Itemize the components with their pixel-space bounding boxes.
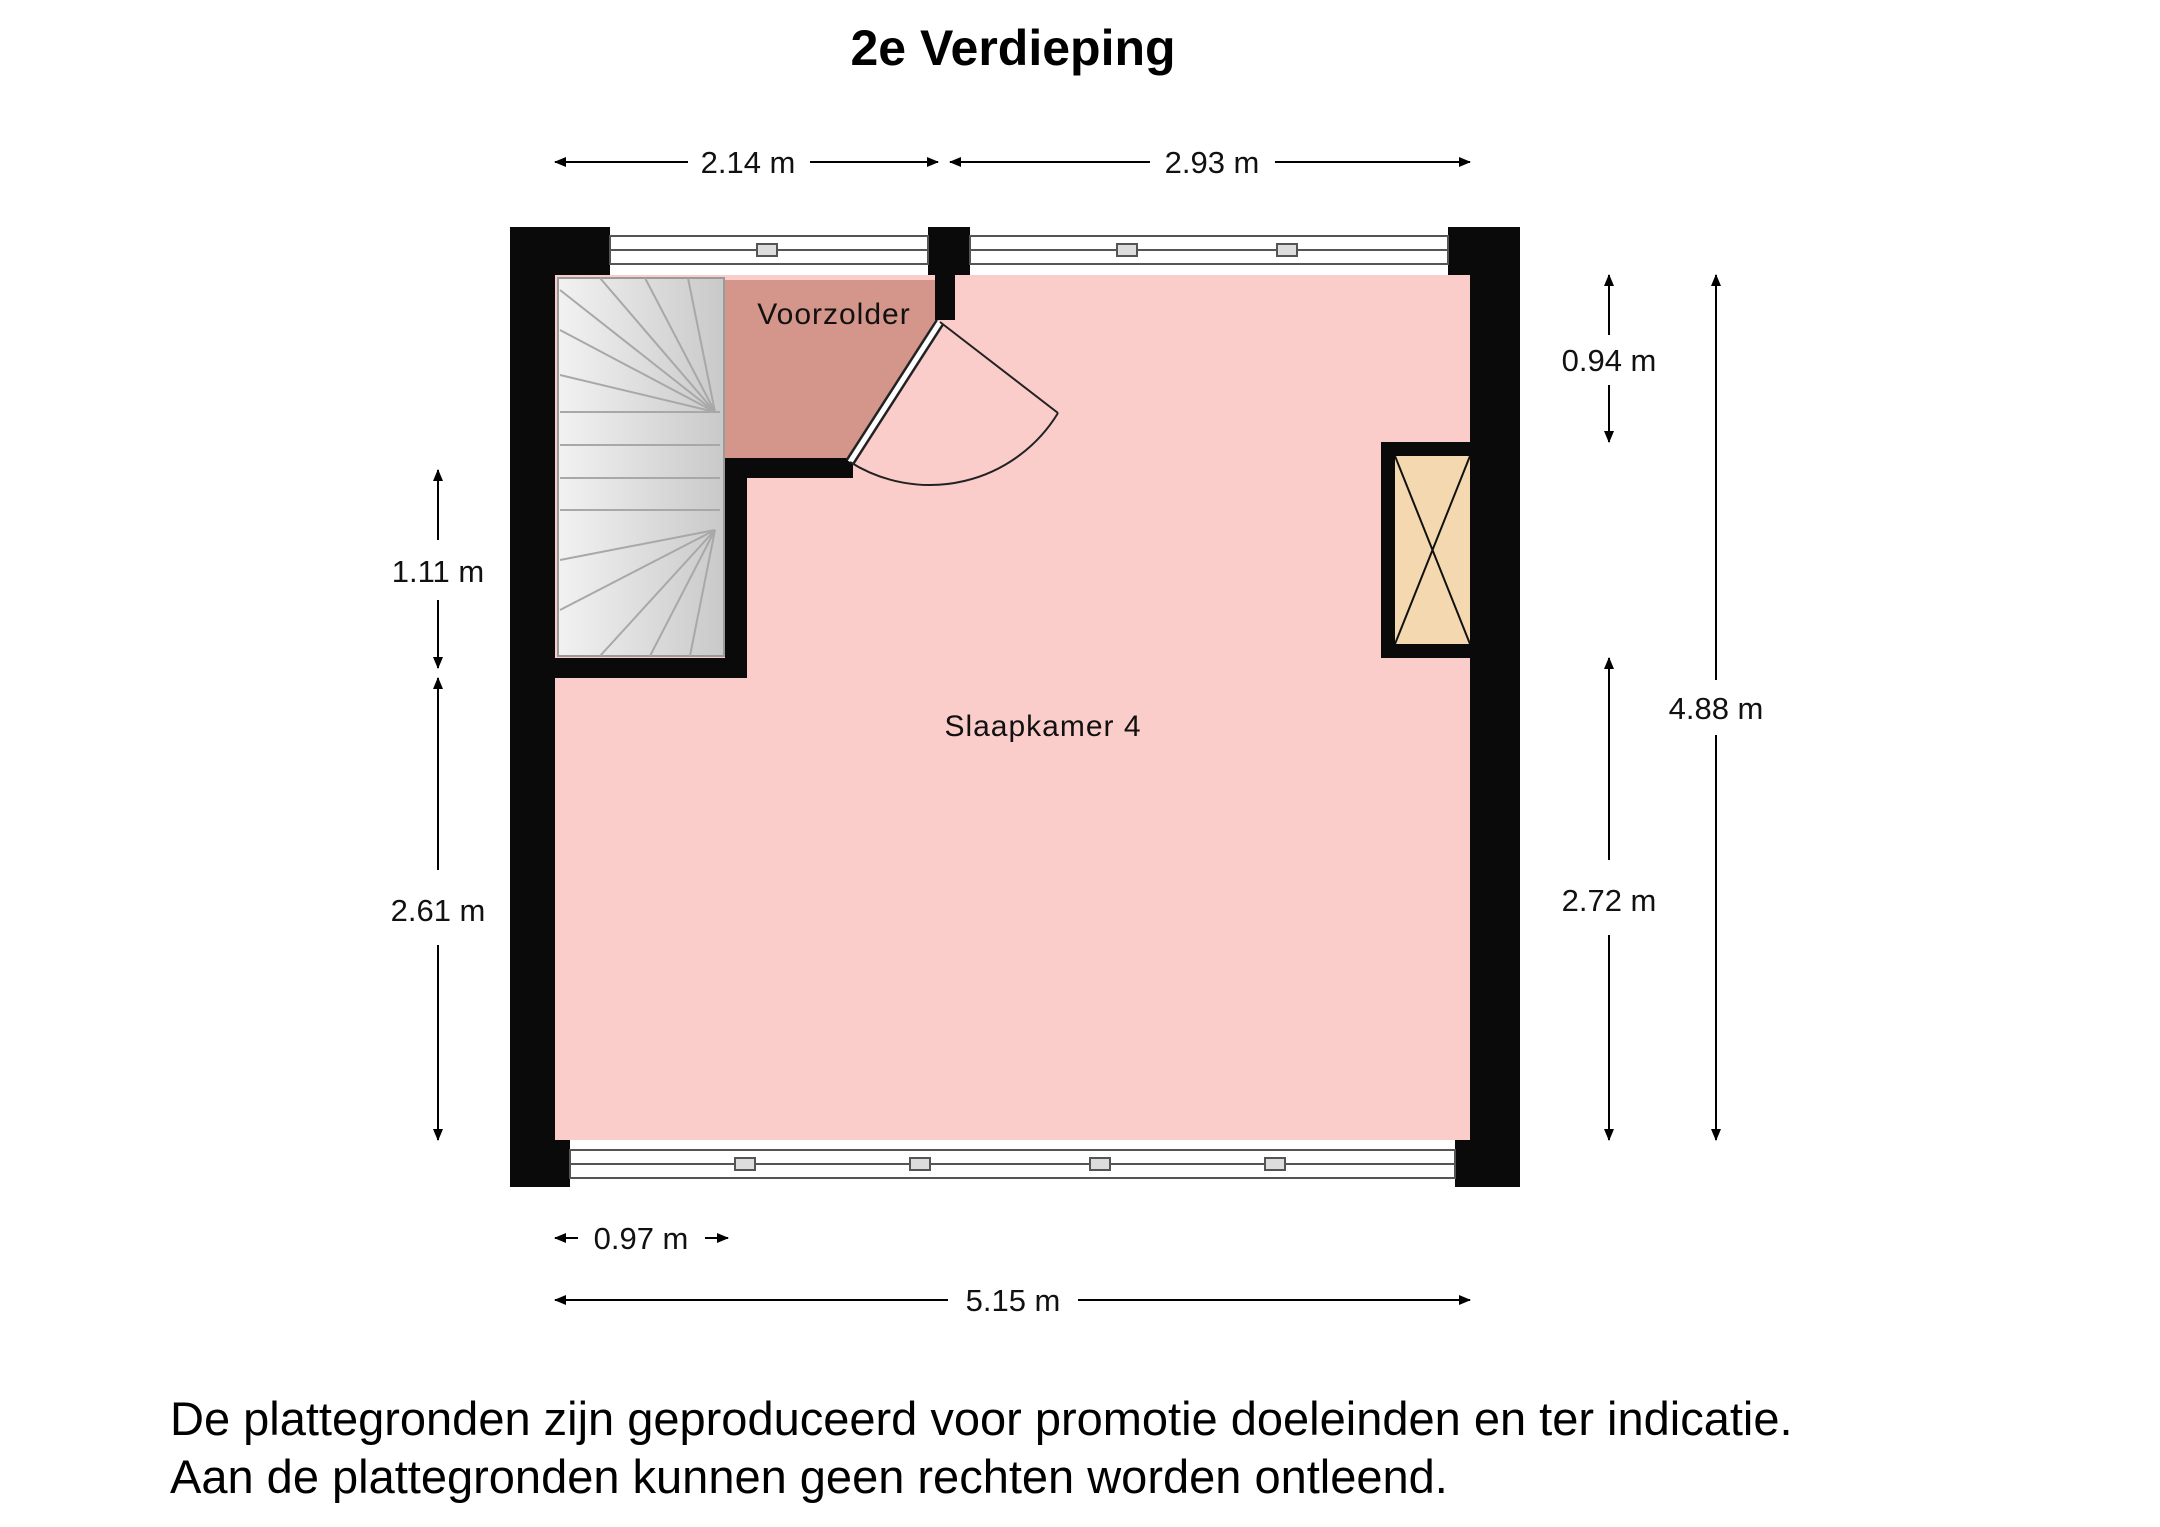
dim-left-lower: 2.61 m [390, 893, 486, 928]
dim-total-width: 5.15 m [965, 1283, 1061, 1318]
dim-left-upper: 1.11 m [391, 554, 485, 589]
disclaimer-line-1: De plattegronden zijn geproduceerd voor promotie doeleinden en ter indicatie. [170, 1392, 1793, 1445]
plan-title: 2e Verdieping [850, 20, 1176, 76]
shaft [1395, 456, 1470, 644]
dim-right-lower: 2.72 m [1561, 883, 1657, 918]
dim-total-height: 4.88 m [1668, 691, 1764, 726]
room-label-storage: Voorzolder [757, 298, 911, 331]
dim-top-left: 2.14 m [700, 145, 796, 180]
staircase [558, 278, 724, 656]
dim-top-right: 2.93 m [1164, 145, 1260, 180]
disclaimer [170, 1390, 2130, 1506]
disclaimer-line-2: Aan de plattegronden kunnen geen rechten worden ontleend. [170, 1450, 1448, 1503]
room-label-bedroom: Slaapkamer 4 [944, 710, 1142, 743]
dim-right-upper: 0.94 m [1561, 343, 1657, 378]
dim-bottom-small: 0.97 m [593, 1221, 689, 1256]
